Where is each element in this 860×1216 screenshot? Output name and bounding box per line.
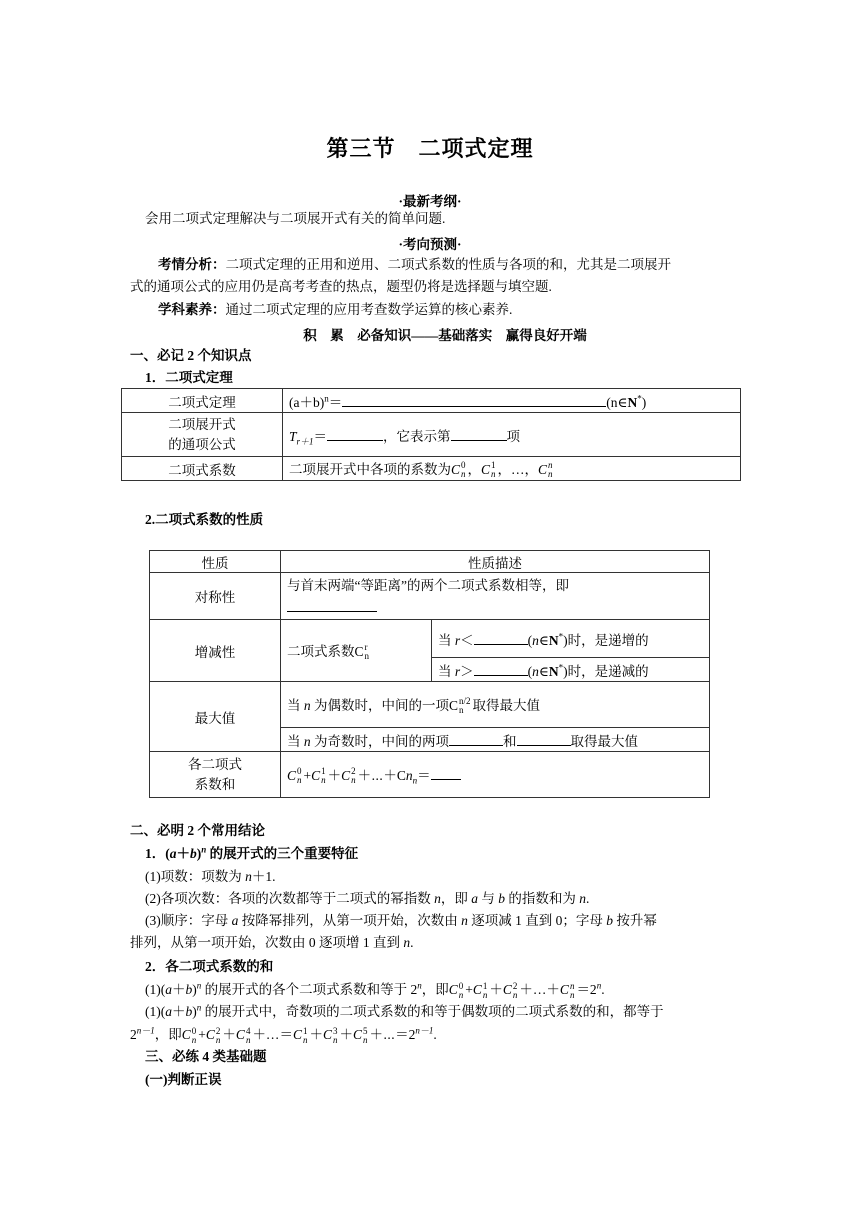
kaogang-heading: ·最新考纲· bbox=[398, 194, 462, 209]
table-cell-content: 当 n 为偶数时，中间的一项C n/2 n 取得最大值 bbox=[281, 682, 710, 728]
subsection-3-heading: (一)判断正误 bbox=[145, 1072, 222, 1087]
conclusion-1-3-cont: 排列，从第一项开始，次数由 0 逐项增 1 直到 n. bbox=[130, 935, 414, 950]
table-row bbox=[150, 573, 710, 620]
conclusion-2-1: $(1)(a+b)^n$ 的展开式的各个二项式系数和等于 2$^n$，即C 0 n +C 1 n ＋C 2 n ＋…＋C n n $=2^n$. bbox=[145, 980, 605, 1000]
kaoqing-label: 考情分析： bbox=[158, 257, 226, 272]
kaoqing-text2: 式的通项公式的应用仍是高考考查的热点，题型仍将是选择题与填空题. bbox=[130, 279, 552, 294]
binomial-theorem-table bbox=[121, 388, 741, 481]
table-cell-content: $T_{r+1}=$ ，它表示第 项 bbox=[283, 413, 741, 457]
kaoqing-line1 bbox=[158, 256, 671, 274]
blank-line bbox=[431, 767, 461, 780]
table-cell-label: 二项展开式 的通项公式 bbox=[122, 413, 283, 457]
blank-line bbox=[517, 733, 571, 746]
page-title: 第三节 二项式定理 bbox=[326, 136, 534, 161]
conclusion-1-3: (3)顺序：字母 a 按降幂排列，从第一项开始，次数由 n 逐项减 1 直到 0；字母 b 按升幂 bbox=[145, 913, 657, 928]
kaoqing-text1: 二项式定理的正用和逆用、二项式系数的性质与各项的和，尤其是二项展开 bbox=[225, 257, 671, 272]
conclusion-1-heading: 1．$(a+b)^n$ 的展开式的三个重要特征 bbox=[145, 844, 359, 861]
table-cell-label: 最大值 bbox=[150, 682, 281, 752]
coefficient-properties-table bbox=[149, 550, 710, 798]
conclusion-2-2: $(1)(a+b)^n$ 的展开式中，奇数项的二项式系数的和等于偶数项的二项式系数的和，都等于 bbox=[145, 1002, 664, 1019]
table-cell-label: 对称性 bbox=[150, 573, 281, 620]
blank-line bbox=[449, 733, 503, 746]
conclusion-1-2: (2)各项次数：各项的次数都等于二项式的幂指数 n，即 a 与 b 的指数和为 n. bbox=[145, 891, 590, 906]
table-row bbox=[150, 620, 710, 658]
table-cell-label: 二项式定理 bbox=[122, 389, 283, 413]
jilei-heading: 积 累 必备知识——基础落实 赢得良好开端 bbox=[303, 328, 587, 343]
table-row bbox=[150, 551, 710, 573]
table-row bbox=[150, 682, 710, 728]
suyang-text: 通过二项式定理的应用考查数学运算的核心素养. bbox=[225, 302, 513, 317]
table-header: 性质描述 bbox=[281, 551, 710, 573]
subsection-2-heading: 2.二项式系数的性质 bbox=[145, 512, 264, 527]
table-cell-content: 二项展开式中各项的系数为C 0 n ，C 1 n ，…，C n n bbox=[283, 457, 741, 481]
table-row bbox=[122, 413, 741, 457]
table-cell-label: 各二项式 系数和 bbox=[150, 752, 281, 798]
section-1-heading: 一、必记 2 个知识点 bbox=[130, 348, 252, 363]
blank-line bbox=[474, 632, 528, 645]
table-header: 性质 bbox=[150, 551, 281, 573]
table-cell-content: 二项式系数C r n bbox=[281, 620, 432, 682]
blank-line bbox=[287, 599, 377, 612]
table-cell-content: 与首末两端“等距离”的两个二项式系数相等，即 bbox=[281, 573, 710, 620]
table-cell-content: 当 r＜ (n∈N*)时，是递增的 bbox=[432, 620, 710, 658]
table-cell-content: 当 r＞ (n∈N*)时，是递减的 bbox=[432, 658, 710, 682]
blank-line bbox=[342, 394, 606, 407]
conclusion-2-2-cont: $2^{n-1}$，即C 0 n +C 2 n ＋C 4 n ＋…＝C 1 n ＋C 3 n ＋C 5 n $+\cdots=2^{n-1}$. bbox=[130, 1025, 437, 1045]
suyang-line bbox=[158, 301, 512, 319]
yuce-heading: ·考向预测· bbox=[398, 237, 462, 252]
table-row bbox=[150, 752, 710, 798]
suyang-label: 学科素养： bbox=[158, 302, 226, 317]
table-row bbox=[122, 457, 741, 481]
section-2-heading: 二、必明 2 个常用结论 bbox=[130, 823, 265, 838]
table-cell-content: C 0 n +C 1 n ＋C 2 n $+\cdots+Cn_n=$ bbox=[281, 752, 710, 798]
table-cell-label: 增减性 bbox=[150, 620, 281, 682]
blank-line bbox=[327, 428, 383, 441]
section-3-heading: 三、必练 4 类基础题 bbox=[145, 1049, 267, 1064]
table-cell-label: 二项式系数 bbox=[122, 457, 283, 481]
conclusion-1-1: (1)项数：项数为 n＋1. bbox=[145, 869, 276, 884]
subsection-1-heading: 1．二项式定理 bbox=[145, 370, 233, 385]
table-cell-content: 当 n 为奇数时，中间的两项 和 取得最大值 bbox=[281, 728, 710, 752]
table-row bbox=[122, 389, 741, 413]
blank-line bbox=[474, 663, 528, 676]
blank-line bbox=[451, 428, 507, 441]
table-cell-content: $(a+b)^n=$ (n∈N*) bbox=[283, 389, 741, 413]
kaogang-text: 会用二项式定理解决与二项展开式有关的简单问题. bbox=[145, 211, 446, 226]
conclusion-2-heading: 2．各二项式系数的和 bbox=[145, 959, 274, 974]
